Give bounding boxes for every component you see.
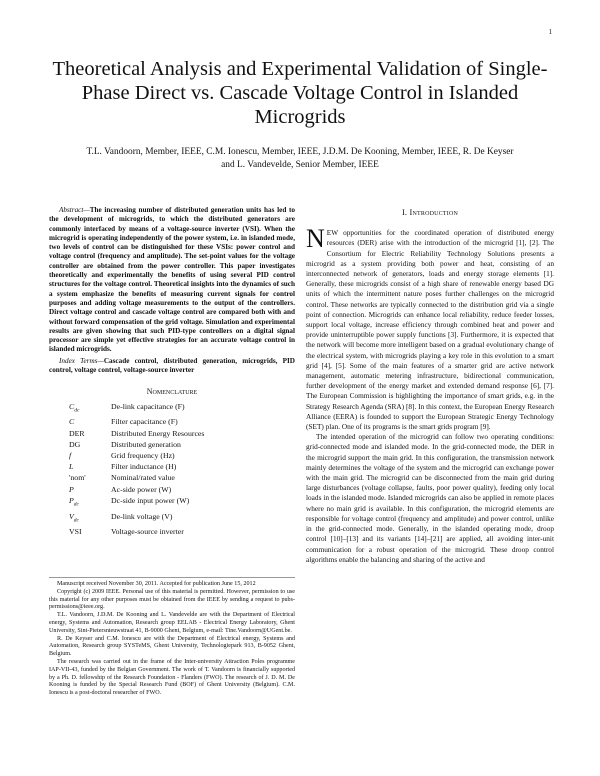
page-number: 1 bbox=[548, 28, 552, 36]
nomenclature-desc: Ac-side power (W) bbox=[111, 484, 172, 494]
nomenclature-row bbox=[69, 401, 204, 417]
paper-title: Theoretical Analysis and Experimental Validation of Single-Phase Direct vs. Cascade Voltage Control in Islanded Microgrids bbox=[52, 58, 548, 128]
nomenclature-desc: Filter inductance (H) bbox=[111, 462, 177, 472]
author-list bbox=[50, 146, 550, 172]
nomenclature-desc: Distributed generation bbox=[111, 439, 181, 449]
nomenclature-symbol: P bbox=[69, 484, 74, 494]
nomenclature-row bbox=[69, 495, 204, 511]
nomenclature-symbol: C bbox=[69, 417, 75, 427]
nomenclature-desc: Distributed Energy Resources bbox=[111, 428, 205, 438]
nomenclature-row bbox=[69, 511, 204, 527]
nomenclature-row bbox=[69, 439, 204, 450]
nomenclature-symbol: VSI bbox=[69, 527, 82, 537]
nomenclature-row bbox=[69, 461, 204, 472]
nomenclature-heading: Nomenclature bbox=[146, 387, 198, 397]
abstract-label: Abstract— bbox=[59, 206, 90, 214]
intro-paragraph-1 bbox=[306, 224, 554, 432]
nomenclature-desc: Nominal/rated value bbox=[111, 473, 175, 483]
nomenclature-desc: Voltage-source inverter bbox=[111, 527, 184, 537]
right-column bbox=[306, 208, 554, 565]
nomenclature-symbol: f bbox=[69, 451, 72, 460]
nomenclature-table bbox=[69, 401, 204, 538]
nomenclature-row bbox=[69, 526, 204, 537]
nomenclature-symbol: $C_{dc}$ bbox=[69, 401, 80, 414]
index-terms bbox=[49, 357, 295, 376]
nomenclature-symbol: DER bbox=[69, 428, 85, 438]
nomenclature-desc: De-link voltage (V) bbox=[111, 511, 173, 521]
nomenclature-desc: De-link capacitance (F) bbox=[111, 401, 185, 411]
nomenclature-row bbox=[69, 416, 204, 427]
nomenclature-symbol: $P_{dc}$ bbox=[69, 495, 79, 508]
footnotes bbox=[49, 577, 295, 698]
nomenclature-symbol: L bbox=[69, 462, 74, 472]
nomenclature-symbol: DG bbox=[69, 439, 81, 449]
nomenclature-desc: Grid frequency (Hz) bbox=[111, 451, 175, 460]
footnote-copyright: Copyright (c) 2009 IEEE. Personal use of this material is permitted. However, permission to use this material for any other purposes must be obtained from the IEEE by sending a request to pubs-permissions@ieee.org. bbox=[49, 588, 295, 611]
index-terms-text: Cascade control, distributed generation, microgrids, PID control, voltage control, voltage-source inverter bbox=[49, 356, 295, 375]
footnote-affiliation-1: T.L. Vandoorn, J.D.M. De Kooning and L. Vandevelde are with the Department of Electrical energy, Systems and Automation, Research group EELAB - Electrical Energy Laboratory, Ghent University, Sint-Pietersnieuwstraat 41, B-9000 Ghent, Belgium, e-mail: Tine.Vandoorn@UGent.be. bbox=[49, 612, 295, 634]
footnote-funding: The research was carried out in the frame of the Inter-university Attraction Poles programme IAP-VII-43, funded by the Belgian Government. The work of T. Vandoorn is financially supported by a Ph. D. fellowship of the Research Foundation - Flanders (FWO). The research of J. D. M. De Kooning is funded by the Special Research Fund (BOF) of Ghent University (Belgium). C.M. Ionescu is a post-doctoral researcher of FWO. bbox=[49, 658, 295, 697]
index-terms-label: Index Terms— bbox=[59, 356, 104, 365]
abstract-text: The increasing number of distributed generation units has led to the development of microgrids, to which the distributed generators are commonly interfaced by means of a voltage-source inverter (VSI). When the microgrid is operating independently of the power system, i.e. in islanded mode, two levels of control can be distinguished for these VSIs: power control and voltage control (frequency and amplitude). The set-point values for the voltage controller are obtained from the power controller. This paper investigates theoretically and experimentally the benefits of using several PID control structures for the voltage control. Theoretical insights into the dynamics of such a system emphasize the benefits of measuring current signals for control purposes and adding voltage measurements to the output of the controllers. Direct voltage control and cascade voltage control are compared both with and without forward compensation of the grid voltage. Simulation and experimental results are given showing that such PID-type controllers on a digital signal processor are simple yet effective strategies for an accurate voltage control in islanded microgrids. bbox=[49, 206, 295, 354]
nomenclature-symbol: 'nom' bbox=[69, 473, 86, 483]
intro-paragraph-1-text: EW opportunities for the coordinated operation of distributed energy resources (DER) arise with the introduction of the microgrid [1], [2]. The Consortium for Electric Reliability Technology Solutions presents a microgrid as a system providing both power and heat, consisting of an interconnected network of generators, loads and energy storage elements [1]. Generally, these microgrids consist of a high share of renewable energy based DG units of which the intermittent nature poses further challenges on the microgrid control. These networks are typically connected to the distribution grid via a single point of connection. Microgrids can enhance local reliability, reduce feeder losses, support local voltage, increase efficiency through combined heat and power and provide uninterruptible power supply functions [3]. Furthermore, it is expected that the network will become more intelligent based on a gradual evolutionary change of the electrical system, with microgrids playing a key role in this evolution to a smart grid [4], [5]. Some of the main features of a smarter grid are active network management, automatic metering infrastructure, bidirectional communication, further development of the energy market and extended demand response [6], [7]. The European Commission is highlighting the importance of smart grids, e.g. in the Strategy Research Agenda (SRA) [8]. In this context, the European Energy Research Alliance (EERA) is founded to support the European Strategic Energy Technology (SET) plan. One of its programs is the smart grids program [9]. bbox=[306, 228, 554, 432]
abstract bbox=[49, 206, 295, 355]
nomenclature-row bbox=[69, 472, 204, 483]
nomenclature-row bbox=[69, 484, 204, 495]
footnote-received: Manuscript received November 30, 2011. Accepted for publication June 15, 2012 bbox=[57, 581, 256, 587]
author-line-1: T.L. Vandoorn, Member, IEEE, C.M. Ionescu, Member, IEEE, J.D.M. De Kooning, Member, IEEE, R. De Keyser bbox=[86, 147, 514, 157]
drop-cap: N bbox=[306, 224, 325, 254]
footnote-affiliation-2: R. De Keyser and C.M. Ionescu are with the Department of Electrical energy, Systems and Automation, Research group SYSTeMS, Ghent University, Technologiepark 913, B-9052 Ghent, Belgium. bbox=[49, 635, 295, 658]
author-line-2: and L. Vandevelde, Senior Member, IEEE bbox=[221, 160, 379, 170]
nomenclature-desc: Filter capacitance (F) bbox=[111, 417, 178, 427]
left-column bbox=[49, 206, 295, 538]
intro-paragraph-2: The intended operation of the microgrid can follow two operating conditions: grid-connected mode and islanded mode. In the grid-connected mode, the DER in the microgrid support the main grid. In this configuration, the transmission network mainly determines the voltage of the system and the microgrid can exchange power with the main grid. The microgrid can be disconnected from the main grid during large disturbances (voltage collapse, faults, poor power quality), feeding only local loads in the islanded mode. Islanded microgrids can also be applied in remote places where no main grid is available. In this configuration, the microgrid elements are responsible for voltage control (frequency and amplitude) and power control, unlike in the grid-connected mode. Generally, in the islanded operating mode, droop control [10]–[13] and its variants [14]–[21] are applied, all avoiding inter-unit communication for a robust operation of the microgrid. These droop control algorithms enable the balancing and sharing of the active and bbox=[306, 432, 554, 564]
section-heading: I. Introduction bbox=[401, 208, 459, 217]
nomenclature-symbol: $V_{dc}$ bbox=[69, 511, 79, 524]
nomenclature-desc: Dc-side input power (W) bbox=[111, 495, 190, 505]
nomenclature-row bbox=[69, 450, 204, 461]
nomenclature-row bbox=[69, 428, 204, 439]
